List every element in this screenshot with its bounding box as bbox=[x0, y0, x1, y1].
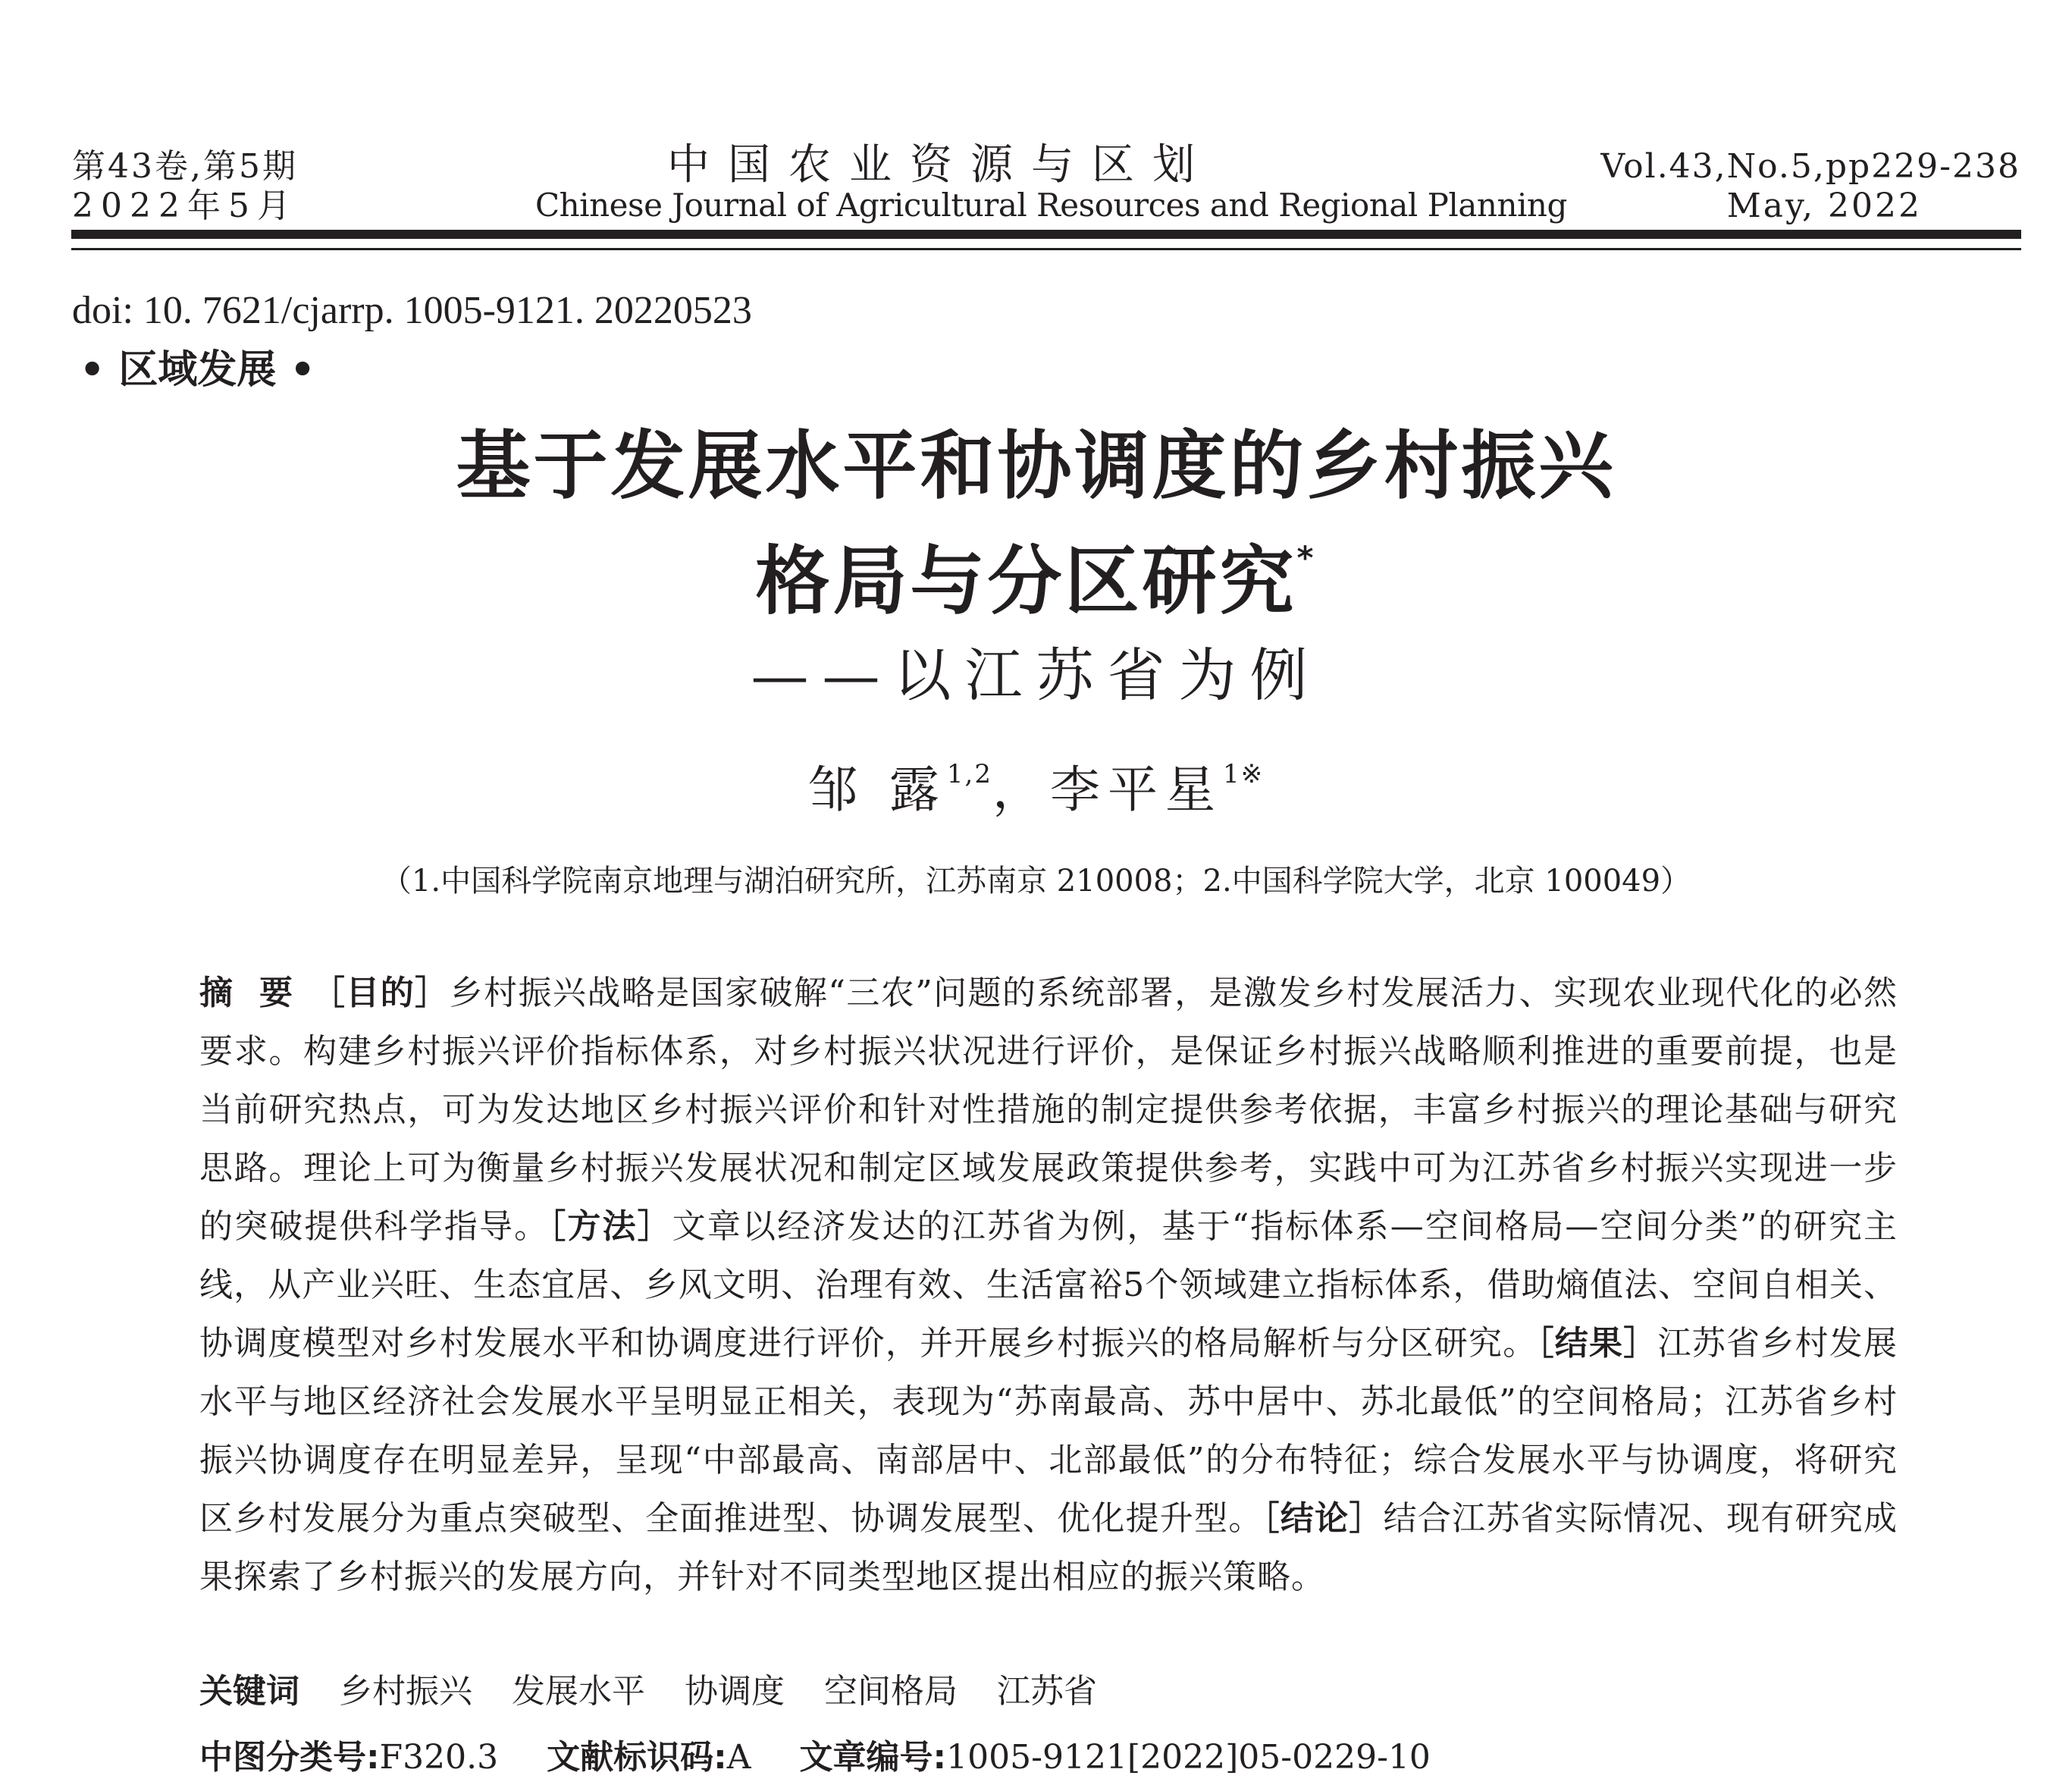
method-label: ［方法］ bbox=[549, 1207, 672, 1246]
abstract-label: 摘 要 bbox=[199, 974, 294, 1012]
keywords bbox=[199, 1665, 1136, 1718]
article-number-label: 文章编号: bbox=[799, 1738, 947, 1777]
method-text: 文章以经济发达的江苏省为例，基于“指标体系—空间格局—空间分类”的研究主线，从产业兴旺、生态宜居、乡风文明、治理有效、生活富裕5个领域建立指标体系，借助熵值法、空间自相关、协调度模型对乡村发展水平和协调度进行评价，并开展乡村振兴的格局解析与分区研究。 bbox=[199, 1207, 1898, 1363]
conclusion-text: 结合江苏省实际情况、现有研究成果探索了乡村振兴的发展方向，并针对不同类型地区提出相应的振兴策略。 bbox=[199, 1499, 1898, 1596]
clc-value: F320.3 bbox=[379, 1738, 499, 1777]
classification-line bbox=[199, 1733, 1431, 1782]
keyword: 协调度 bbox=[685, 1672, 785, 1711]
author-1-affil: 1,2 bbox=[946, 759, 992, 789]
authors bbox=[0, 758, 2072, 822]
journal-title-en: Chinese Journal of Agricultural Resources and Regional Planning bbox=[535, 187, 1567, 224]
title-footnote-mark: * bbox=[1296, 539, 1317, 576]
purpose-label: ［目的］ bbox=[328, 974, 450, 1012]
publication-date-cn: 2022年5月 bbox=[72, 187, 298, 225]
keyword: 江苏省 bbox=[997, 1672, 1097, 1711]
article-number-value: 1005-9121[2022]05-0229-10 bbox=[946, 1738, 1431, 1777]
author-1: 邹 露 bbox=[807, 761, 947, 819]
keyword: 空间格局 bbox=[824, 1672, 958, 1711]
author-2: 李平星 bbox=[1049, 761, 1223, 819]
doi[interactable]: doi: 10. 7621/cjarrp. 1005-9121. 20220523 bbox=[72, 289, 752, 332]
publication-date-en: May, 2022 bbox=[1726, 187, 1922, 225]
author-separator: ， bbox=[992, 761, 1050, 819]
abstract bbox=[199, 964, 1898, 1606]
author-2-affil: 1※ bbox=[1222, 759, 1265, 789]
column-label: • 区域发展 • bbox=[80, 347, 315, 393]
journal-title-cn: 中国农业资源与区划 bbox=[667, 140, 1213, 190]
article-title-line1: 基于发展水平和协调度的乡村振兴 bbox=[456, 423, 1616, 510]
doc-code-value: A bbox=[726, 1738, 751, 1777]
clc-label: 中图分类号: bbox=[199, 1738, 380, 1777]
result-label: ［结果］ bbox=[1537, 1324, 1658, 1363]
article-title-line2 bbox=[0, 536, 2072, 627]
article-subtitle: ——以江苏省为例 bbox=[751, 642, 1321, 709]
header-rule-thin bbox=[71, 248, 2021, 250]
volume-issue: 第43卷,第5期 bbox=[72, 147, 298, 186]
conclusion-label: ［结论］ bbox=[1262, 1499, 1384, 1538]
article-title-line2-text: 格局与分区研究 bbox=[755, 538, 1297, 625]
result-text: 江苏省乡村发展水平与地区经济社会发展水平呈明显正相关，表现为“苏南最高、苏中居中、苏北最低”的空间格局；江苏省乡村振兴协调度存在明显差异，呈现“中部最高、南部居中、北部最低”的分布特征；综合发展水平与协调度，将研究区乡村发展分为重点突破型、全面推进型、协调发展型、优化提升型。 bbox=[199, 1324, 1898, 1538]
keywords-label: 关键词 bbox=[199, 1672, 299, 1711]
purpose-text: 乡村振兴战略是国家破解“三农”问题的系统部署，是激发乡村发展活力、实现农业现代化的必然要求。构建乡村振兴评价指标体系，对乡村振兴状况进行评价，是保证乡村振兴战略顺利推进的重要前提，也是当前研究热点，可为发达地区乡村振兴评价和针对性措施的制定提供参考依据，丰富乡村振兴的理论基础与研究思路。理论上可为衡量乡村振兴发展状况和制定区域发展政策提供参考，实践中可为江苏省乡村振兴实现进一步的突破提供科学指导。 bbox=[199, 974, 1898, 1246]
keyword: 发展水平 bbox=[512, 1672, 645, 1711]
keyword: 乡村振兴 bbox=[339, 1672, 472, 1711]
affiliations: （1.中国科学院南京地理与湖泊研究所，江苏南京 210008；2.中国科学院大学，北京 100049） bbox=[381, 864, 1691, 899]
header-rule-thick bbox=[71, 230, 2021, 239]
volume-pages: Vol.43,No.5,pp229-238 bbox=[1600, 147, 2020, 186]
doc-code-label: 文献标识码: bbox=[547, 1738, 727, 1777]
